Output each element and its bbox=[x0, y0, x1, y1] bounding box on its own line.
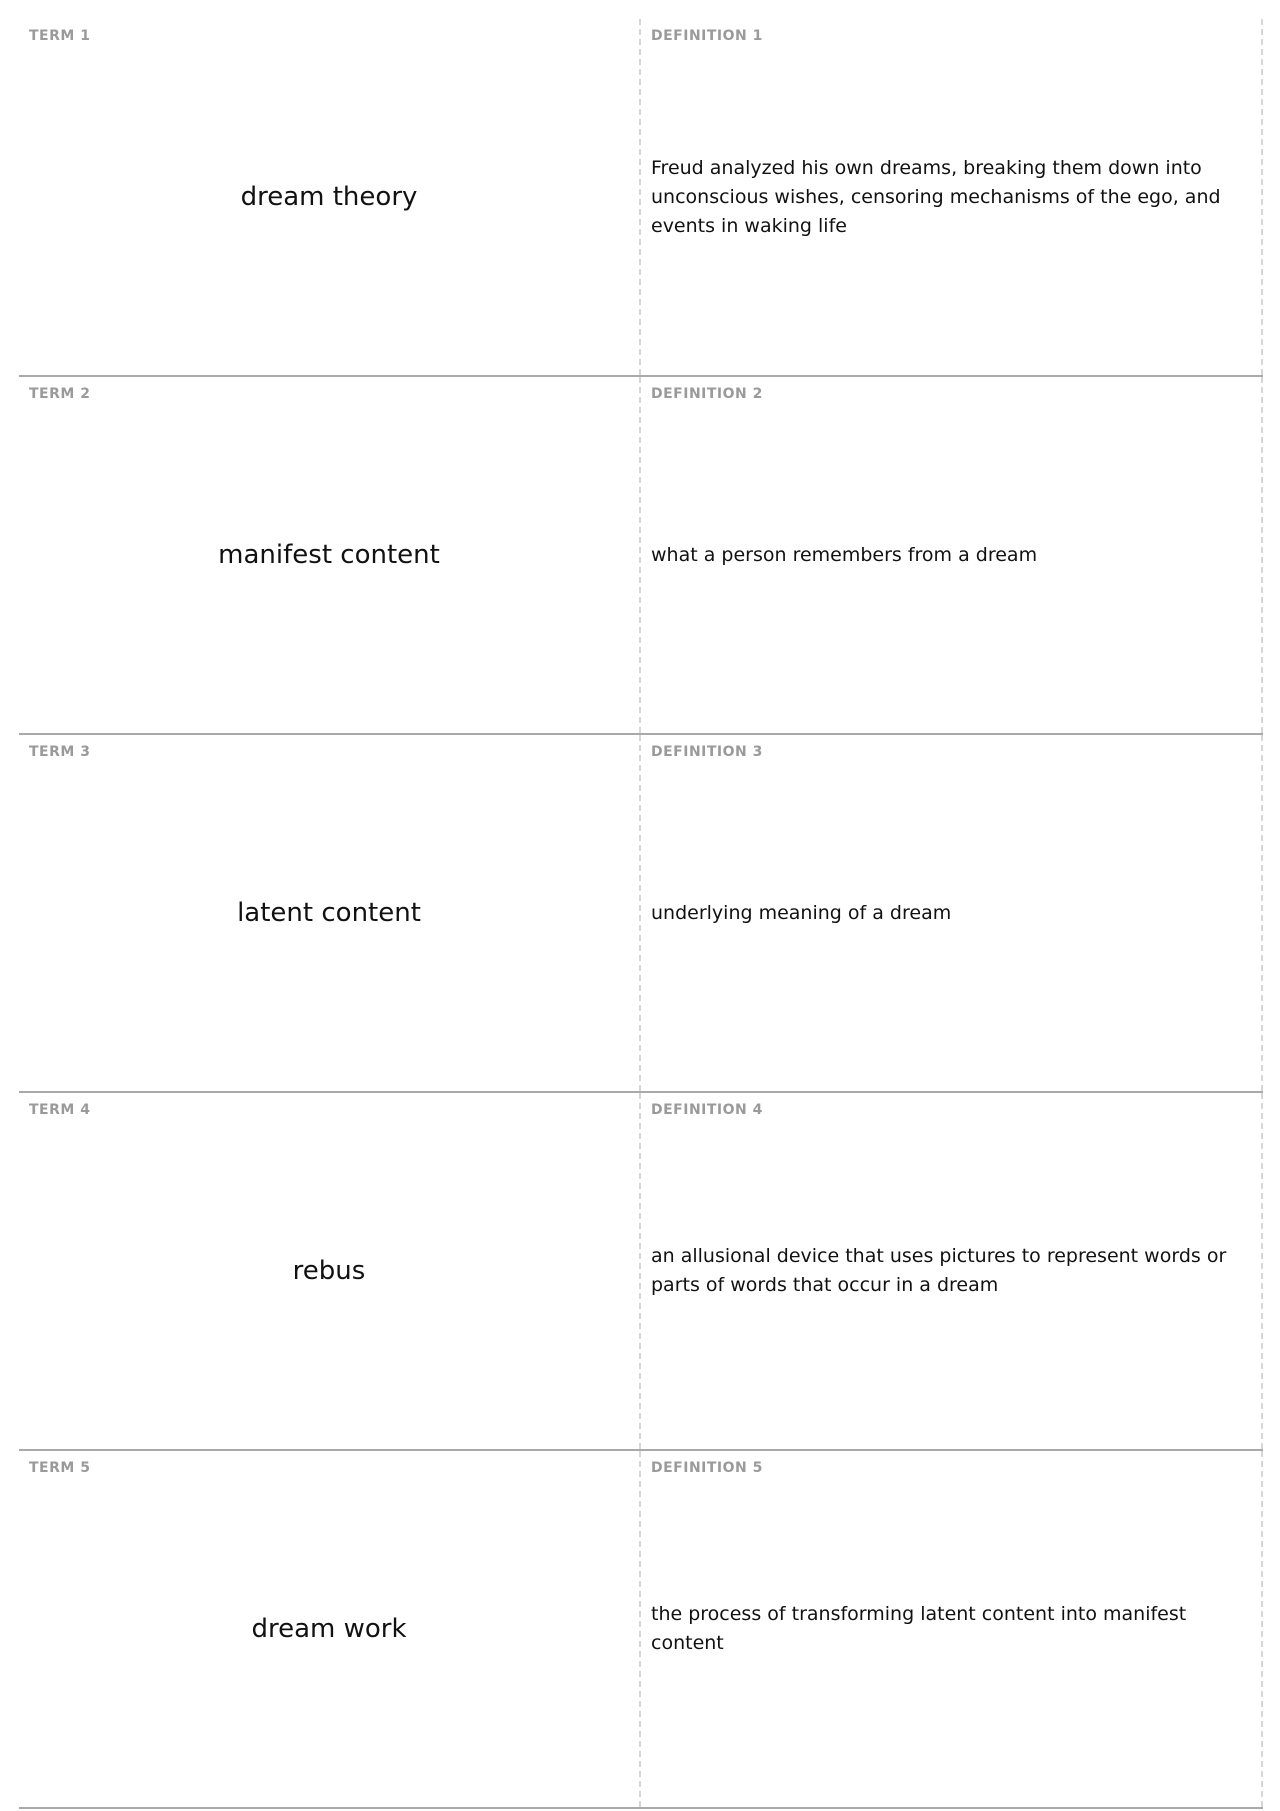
term-text: dream theory bbox=[240, 182, 418, 212]
definition-cell bbox=[641, 735, 1263, 1091]
flashcard-row bbox=[19, 1451, 1263, 1809]
definition-label: DEFINITION 2 bbox=[651, 386, 763, 402]
definition-text: what a person remembers from a dream bbox=[651, 543, 1038, 566]
definition-cell bbox=[641, 1451, 1263, 1807]
term-cell bbox=[19, 735, 641, 1091]
definition-cell bbox=[641, 377, 1263, 733]
term-cell bbox=[19, 377, 641, 733]
definition-label: DEFINITION 5 bbox=[651, 1460, 763, 1476]
term-cell bbox=[19, 19, 641, 375]
term-label: TERM 5 bbox=[29, 1460, 91, 1476]
definition-text: an allusional device that uses pictures to represent words or parts of words that occur in a dream bbox=[651, 1245, 1227, 1296]
term-label: TERM 1 bbox=[29, 28, 91, 44]
flashcard-sheet bbox=[19, 19, 1263, 1809]
term-text: latent content bbox=[237, 898, 421, 928]
definition-label: DEFINITION 1 bbox=[651, 28, 763, 44]
definition-text: the process of transforming latent content into manifest content bbox=[651, 1603, 1187, 1654]
definition-label: DEFINITION 4 bbox=[651, 1102, 763, 1118]
definition-text: Freud analyzed his own dreams, breaking them down into unconscious wishes, censoring mechanisms of the ego, and events in waking life bbox=[651, 156, 1221, 237]
flashcard-row bbox=[19, 377, 1263, 735]
term-label: TERM 2 bbox=[29, 386, 91, 402]
definition-label: DEFINITION 3 bbox=[651, 744, 763, 760]
term-text: dream work bbox=[251, 1614, 407, 1644]
term-label: TERM 3 bbox=[29, 744, 91, 760]
term-cell bbox=[19, 1451, 641, 1807]
definition-cell bbox=[641, 1093, 1263, 1449]
term-cell bbox=[19, 1093, 641, 1449]
definition-cell bbox=[641, 19, 1263, 375]
flashcard-row bbox=[19, 19, 1263, 377]
flashcard-row bbox=[19, 1093, 1263, 1451]
flashcard-row bbox=[19, 735, 1263, 1093]
term-label: TERM 4 bbox=[29, 1102, 91, 1118]
term-text: rebus bbox=[292, 1256, 366, 1286]
definition-text: underlying meaning of a dream bbox=[651, 901, 952, 924]
term-text: manifest content bbox=[218, 540, 440, 570]
